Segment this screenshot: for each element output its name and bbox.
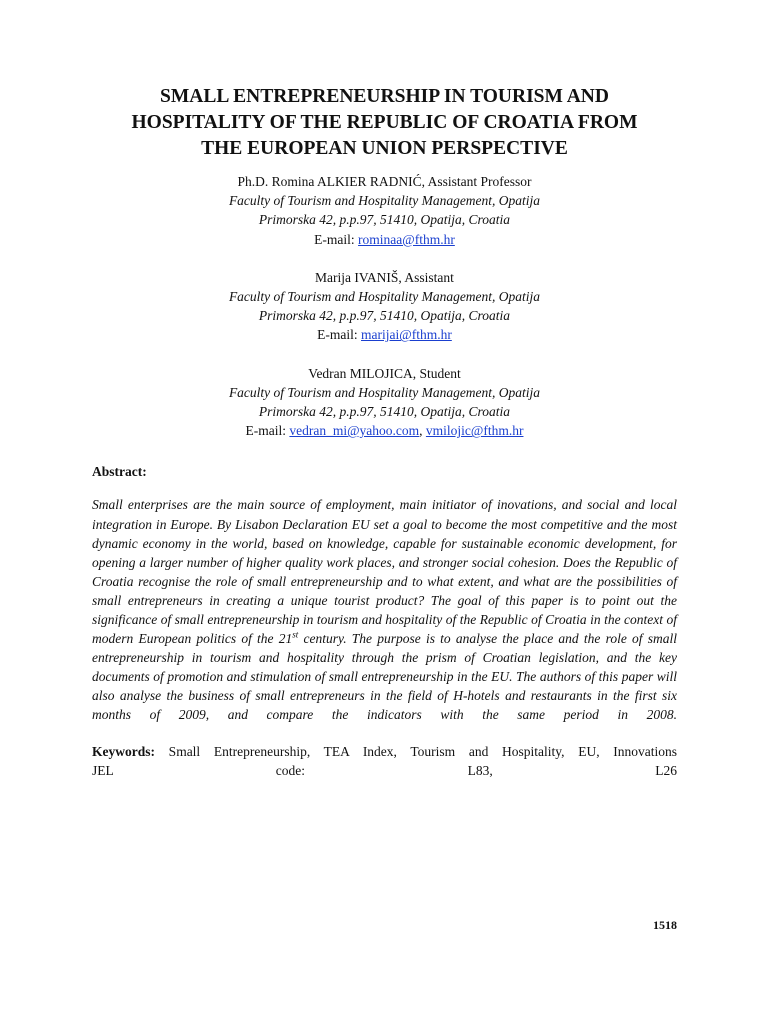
keywords-line <box>92 742 677 761</box>
abstract-text-part-1: Small enterprises are the main source of employment, main initiator of inovations, and social and local integration in Europe. By Lisabon Declaration EU set a goal to become the most competitive and the most dynamic economy in the world, based on knowledge, capable for sustainable economic development, for opening a larger number of higher quality work places, and stronger social cohesion. Does the Republic of Croatia recognise the role of small entrepreneurship and to what extent, and what are the possibilities of small entrepreneurs in creating a unique tourist product? The goal of this paper is to point out the significance of small entrepreneurship in tourism and hospitality of the Republic of Croatia in the context of modern European politics of the 21 <box>92 497 677 647</box>
email-separator: , <box>419 423 426 439</box>
author-address: Primorska 42, p.p.97, 51410, Opatija, Croatia <box>258 212 511 228</box>
page-number: 1518 <box>653 918 677 932</box>
title-line-1: SMALL ENTREPRENEURSHIP IN TOURISM AND <box>160 86 609 107</box>
abstract-heading: Abstract: <box>92 464 147 480</box>
abstract-text-part-2: century. The purpose is to analyse the place and the role of small entrepreneurship in tourism and hospitality through the prism of Croatian legislation, and the key documents of promotion and stimulation of small entrepreneurship in the EU. The authors of this paper will also analyse the business of small entrepreneurs in the field of H-hotels and restaurants in the first six months of 2009, and compare the indicators with the same period in 2008. <box>92 631 677 723</box>
author-block-3 <box>92 364 677 441</box>
author-email-line <box>92 421 677 440</box>
jel-code: JEL code: L83, L26 <box>92 762 677 778</box>
author-email-line <box>92 325 677 344</box>
author-block-2 <box>92 268 677 345</box>
email-link[interactable]: vedran_mi@yahoo.com <box>289 423 420 439</box>
paper-title <box>92 84 677 162</box>
paper-page <box>92 84 677 780</box>
title-line-2: HOSPITALITY OF THE REPUBLIC OF CROATIA FROM <box>131 112 638 133</box>
author-affiliation: Faculty of Tourism and Hospitality Management, Opatija <box>228 193 541 209</box>
author-affiliation: Faculty of Tourism and Hospitality Management, Opatija <box>228 289 541 305</box>
email-label: E-mail: <box>317 327 362 343</box>
keywords-text: Small Entrepreneurship, TEA Index, Tourism and Hospitality, EU, Innovations <box>155 743 677 759</box>
title-line-3: THE EUROPEAN UNION PERSPECTIVE <box>201 138 568 159</box>
email-link[interactable]: marijai@fthm.hr <box>361 327 452 343</box>
abstract-text <box>92 495 677 724</box>
author-address: Primorska 42, p.p.97, 51410, Opatija, Croatia <box>258 404 511 420</box>
author-email-line <box>92 230 677 249</box>
email-label: E-mail: <box>245 423 290 439</box>
author-name: Marija IVANIŠ, Assistant <box>315 269 454 285</box>
author-block-1 <box>92 172 677 249</box>
email-link-2[interactable]: vmilojic@fthm.hr <box>425 423 524 439</box>
keywords-section <box>92 742 677 780</box>
email-link[interactable]: rominaa@fthm.hr <box>358 231 455 247</box>
author-affiliation: Faculty of Tourism and Hospitality Management, Opatija <box>228 384 541 400</box>
keywords-label: Keywords: <box>92 743 155 759</box>
author-name: Vedran MILOJICA, Student <box>308 365 461 381</box>
email-label: E-mail: <box>314 231 359 247</box>
abstract-superscript: st <box>292 629 299 640</box>
author-address: Primorska 42, p.p.97, 51410, Opatija, Croatia <box>258 308 511 324</box>
author-name: Ph.D. Romina ALKIER RADNIĆ, Assistant Professor <box>237 174 532 189</box>
